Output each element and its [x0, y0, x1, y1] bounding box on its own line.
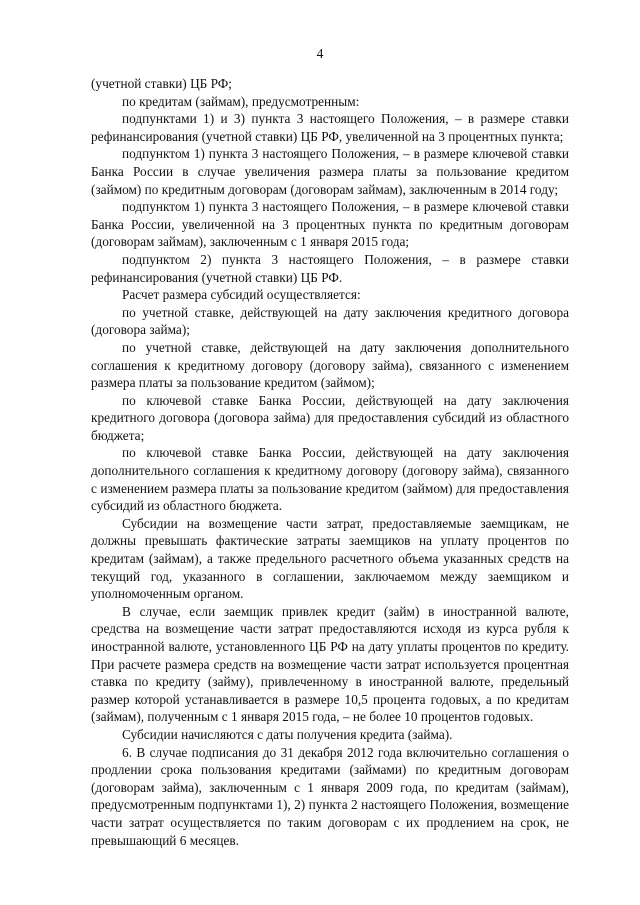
paragraph: по ключевой ставке Банка России, действующей на дату заключения кредитного договора (договора займа) для предоставления субсидий из областного бюджета; — [91, 392, 569, 443]
paragraph: по учетной ставке, действующей на дату заключения кредитного договора (договора займа); — [91, 304, 569, 338]
paragraph: В случае, если заемщик привлек кредит (займ) в иностранной валюте, средства на возмещение части затрат предоставляются исходя из курса рубля к иностранной валюте, установленного ЦБ РФ на дату уплаты процентов по кредиту. При расчете размера средств на возмещение части затрат используется процентная ставка по кредиту (займу), привлеченному в иностранной валюте, предельный размер которой устанавливается в размере 10,5 процента годовых, а по кредитам (займам), полученным с 1 января 2015 года, – не более 10 процентов годовых. — [91, 603, 569, 725]
paragraph: Субсидии начисляются с даты получения кредита (займа). — [122, 726, 453, 742]
paragraph: (учетной ставки) ЦБ РФ; — [91, 76, 232, 91]
paragraph: Расчет размера субсидий осуществляется: — [122, 287, 361, 303]
paragraph: подпунктом 2) пункта 3 настоящего Положения, – в размере ставки рефинансирования (учетной ставки) ЦБ РФ. — [91, 251, 569, 285]
paragraph: 6. В случае подписания до 31 декабря 2012 года включительно соглашения о продлении срока пользования кредитами (займами) по кредитным договорам (договорам займа), заключенным с 1 января 2009 года, по кредитам (займам), предусмотренным подпунктами 1), 2) пункта 2 настоящего Положения, возмещение части затрат осуществляется по таким договорам с их продлением на срок, не превышающий 6 месяцев. — [91, 744, 569, 848]
paragraph: по учетной ставке, действующей на дату заключения дополнительного соглашения к кредитному договору (договору займа), связанного с изменением размера платы за пользование кредитом (займом); — [91, 339, 569, 391]
paragraph: подпунктом 1) пункта 3 настоящего Положения, – в размере ключевой ставки Банка России, увеличенной на 3 процентных пункта по кредитным договорам (договорам займам), заключенным с 1 января 2015 года; — [91, 199, 569, 250]
paragraph: подпунктами 1) и 3) пункта 3 настоящего Положения, – в размере ставки рефинансирования (учетной ставки) ЦБ РФ, увеличенной на 3 процентных пункта; — [91, 111, 569, 144]
paragraph: Субсидии на возмещение части затрат, предоставляемые заемщикам, не должны превышать фактические затраты заемщиков на уплату процентов по кредитам (займам), а также предельного расчетного объема указанных средств на текущий год, указанного в соглашении, заключаемом между заемщиком и уполномоченным органом. — [91, 515, 569, 602]
page-number: 4 — [316, 46, 324, 61]
document-body — [91, 75, 569, 849]
paragraph: подпунктом 1) пункта 3 настоящего Положения, – в размере ключевой ставки Банка России в случае увеличения размера платы за пользование кредитом (займом) по кредитным договорам (договорам займам), заключенным в 2014 году; — [91, 146, 569, 197]
paragraph: по ключевой ставке Банка России, действующей на дату заключения дополнительного соглашения к кредитному договору (договору займа), связанного с изменением размера платы за пользование кредитом (займом) для предоставления субсидий из областного бюджета. — [91, 445, 569, 514]
paragraph: по кредитам (займам), предусмотренным: — [122, 93, 360, 109]
